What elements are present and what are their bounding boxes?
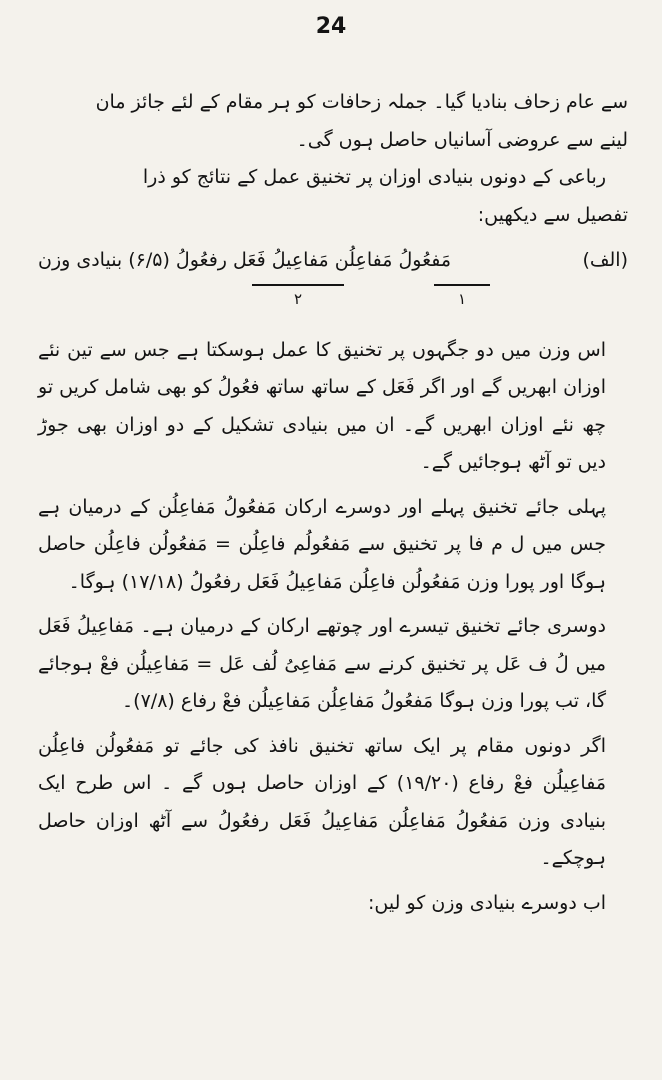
page-body xyxy=(38,84,628,922)
meter-line xyxy=(38,242,628,280)
paragraph: اگر دونوں مقام پر ایک ساتھ تخنیق نافذ کی جائے تو مَفعُولُن فاعِلُن مَفاعِیلُن فعْ رفاع (۱۹/۲۰) کے اوزان حاصل ہوں گے ۔ اس طرح ایک بنیادی وزن مَفعُولُ مَفاعِلُن مَفاعِیلُ فَعَل رفعُولُ سے آٹھ اوزان حاصل ہوچکے۔ xyxy=(38,734,606,869)
meter-label: (الف) xyxy=(582,249,628,271)
text-line: تفصیل سے دیکھیں: xyxy=(477,203,628,226)
text-line: سے عام زحاف بنادیا گیا۔ جملہ زحافات کو ہر مقام کے لئے جائز مان xyxy=(95,91,628,113)
paragraph: پہلی جائے تخنیق پہلے اور دوسرے ارکان مَفعُولُ مَفاعِلُن کے درمیان ہے جس میں ل م فا پر تخنیق سے مَفعُولُم فاعِلُن = مَفعُولُن فاعِلُن حاصل ہوگا اور پورا وزن مَفعُولُن فاعِلُن مَفاعِیلُ فَعَل رفعُولُ (۱۷/۱۸) ہوگا۔ xyxy=(38,495,606,593)
page-number: 24 xyxy=(315,14,347,39)
meter-text: مَفعُولُ مَفاعِلُن مَفاعِیلُ فَعَل رفعُولُ (۶/۵) بنیادی وزن xyxy=(38,249,452,271)
text-line: رباعی کے دونوں بنیادی اوزان پر تخنیق عمل کے نتائج کو ذرا xyxy=(142,166,606,188)
marker-label: ۲ xyxy=(293,289,303,308)
junction-marker-1 xyxy=(434,284,490,310)
marker-label: ۱ xyxy=(457,289,467,308)
junction-markers xyxy=(38,280,628,332)
junction-marker-2 xyxy=(252,284,344,310)
paragraph: اب دوسرے بنیادی وزن کو لیں: xyxy=(368,891,606,914)
paragraph: اس وزن میں دو جگہوں پر تخنیق کا عمل ہوسکتا ہے جس سے تین نئے اوزان ابھریں گے اور اگر فَعَل کے ساتھ ساتھ فعُولُ کو بھی شامل کریں تو چھ نئے اوزان ابھریں گے۔ ان میں بنیادی تشکیل کے دو اوزان بھی جوڑ دیں تو آٹھ ہوجائیں گے۔ xyxy=(38,338,606,473)
paragraph: دوسری جائے تخنیق تیسرے اور چوتھے ارکان کے درمیان ہے۔ مَفاعِیلُ فَعَل میں لُ ف عَل پر تخنیق کرنے سے مَفاعِیُ لُف عَل = مَفاعِیلُن فعْ ہوجائے گا، تب پورا وزن ہوگا مَفعُولُ مَفاعِلُن مَفاعِیلُن فعْ رفاع (۷/۸)۔ xyxy=(38,615,606,712)
text-line: لینے سے عروضی آسانیاں حاصل ہوں گی۔ xyxy=(296,128,628,151)
